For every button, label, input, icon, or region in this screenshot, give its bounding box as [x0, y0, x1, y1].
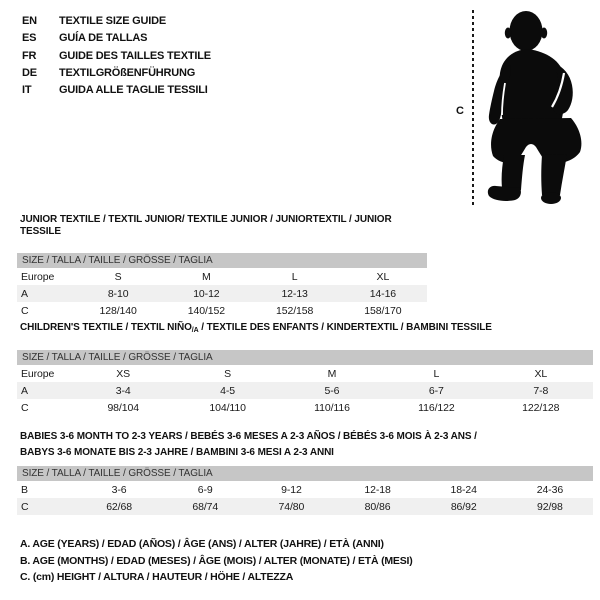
- size-value-cell: 128/140: [99, 304, 137, 317]
- children-section-title: [20, 322, 593, 337]
- size-value-cell: 104/110: [209, 401, 246, 414]
- language-row: [22, 13, 211, 30]
- size-value-cell: M: [202, 270, 211, 283]
- table-row: [17, 399, 593, 416]
- row-label-cell: A: [21, 384, 28, 397]
- language-title: TEXTILE SIZE GUIDE: [59, 15, 167, 27]
- language-code: DE: [22, 66, 37, 79]
- size-value-cell: 10-12: [193, 287, 220, 300]
- table-row: [17, 365, 593, 382]
- junior-textile-section: [17, 214, 427, 319]
- language-title: GUIDA ALLE TAGLIE TESSILI: [59, 84, 208, 97]
- size-value-cell: 152/158: [275, 304, 314, 317]
- size-value-cell: 68/74: [192, 500, 219, 513]
- row-label-cell: C: [21, 304, 29, 317]
- size-value-cell: S: [224, 367, 232, 380]
- size-value-cell: 4-5: [220, 384, 236, 397]
- language-title: GUIDE DES TAILLES TEXTILE: [59, 49, 211, 62]
- babies-textile-section: [17, 429, 593, 515]
- size-header-bar: [17, 253, 427, 268]
- table-row: [17, 268, 427, 285]
- size-header-label: SIZE / TALLA / TAILLE / GRÖSSE / TAGLIA: [22, 352, 213, 363]
- size-value-cell: 6-9: [197, 483, 213, 496]
- size-value-cell: S: [114, 270, 122, 283]
- size-header-bar: [17, 466, 593, 481]
- junior-section-title: [20, 214, 427, 238]
- note-age-years: A. AGE (YEARS) / EDAD (AÑOS) / ÂGE (ANS) / ALTER (JAHRE) / ETÀ (ANNI): [20, 538, 384, 550]
- size-value-cell: 80/86: [364, 500, 391, 513]
- language-row: [22, 30, 211, 47]
- size-value-cell: XL: [376, 270, 390, 283]
- row-label-cell: C: [21, 500, 29, 513]
- row-label-cell: C: [21, 401, 29, 414]
- section-title-line: BABIES 3-6 MONTH TO 2-3 YEARS / BEBÉS 3-6 MESES A 2-3 AÑOS / BÉBÉS 3-6 MOIS À 2-3 ANS /: [20, 431, 477, 442]
- measurement-notes: [20, 536, 413, 586]
- size-value-cell: 12-13: [281, 287, 308, 300]
- size-value-cell: 3-6: [111, 483, 127, 496]
- size-value-cell: L: [433, 367, 440, 380]
- size-value-cell: 116/122: [418, 401, 455, 414]
- size-value-cell: 12-18: [364, 483, 391, 496]
- section-title-line: CHILDREN'S TEXTILE / TEXTIL $NIÑO_{/A}$ / TEXTILE DES ENFANTS / KINDERTEXTIL / BAMBINI TESSILE: [20, 322, 492, 334]
- size-value-cell: XS: [116, 367, 131, 380]
- section-title-line: JUNIOR TEXTILE / TEXTIL JUNIOR/ TEXTILE JUNIOR / JUNIORTEXTIL / JUNIOR TESSILE: [20, 214, 392, 237]
- language-row: [22, 65, 211, 82]
- size-value-cell: 140/152: [187, 304, 225, 317]
- size-value-cell: 110/116: [314, 401, 350, 414]
- size-value-cell: 9-12: [281, 483, 302, 496]
- size-value-cell: 98/104: [107, 401, 139, 414]
- size-header-label: SIZE / TALLA / TAILLE / GRÖSSE / TAGLIA: [22, 468, 213, 479]
- language-list: [22, 13, 211, 99]
- language-code: EN: [22, 15, 37, 27]
- children-size-table: [17, 365, 593, 416]
- size-value-cell: 7-8: [533, 384, 549, 397]
- babies-section-title: [20, 429, 593, 461]
- size-value-cell: L: [291, 270, 298, 283]
- size-value-cell: 86/92: [450, 500, 477, 513]
- table-row: [17, 481, 593, 498]
- size-value-cell: 14-16: [369, 287, 397, 300]
- table-row: [17, 382, 593, 399]
- table-row: [17, 285, 427, 302]
- size-value-cell: 3-4: [115, 384, 131, 397]
- size-value-cell: 6-7: [428, 384, 444, 397]
- note-age-months: B. AGE (MONTHS) / EDAD (MESES) / ÂGE (MOIS) / ALTER (MONATE) / ETÀ (MESI): [20, 554, 413, 567]
- size-value-cell: 8-10: [107, 287, 129, 300]
- children-textile-section: [17, 322, 593, 416]
- note-height-cm: C. (cm) HEIGHT / ALTURA / HAUTEUR / HÖHE / ALTEZZA: [20, 571, 294, 583]
- row-label-cell: A: [21, 287, 28, 300]
- language-code: FR: [22, 49, 37, 62]
- size-value-cell: 18-24: [450, 483, 477, 496]
- size-header-label: SIZE / TALLA / TAILLE / GRÖSSE / TAGLIA: [22, 255, 213, 266]
- height-measure-figure: [452, 5, 600, 217]
- size-value-cell: 5-6: [324, 384, 340, 397]
- language-title: GUÍA DE TALLAS: [59, 32, 148, 45]
- size-value-cell: 92/98: [537, 500, 563, 513]
- height-measure-dotted-line: [472, 10, 474, 207]
- row-label-cell: B: [21, 483, 28, 496]
- table-row: [17, 498, 593, 515]
- language-code: ES: [22, 32, 37, 45]
- language-row: [22, 82, 211, 99]
- language-row: [22, 48, 211, 65]
- size-header-bar: [17, 350, 593, 365]
- baby-silhouette-icon: [480, 5, 592, 213]
- size-value-cell: 24-36: [536, 483, 564, 496]
- row-label-cell: Europe: [21, 270, 55, 283]
- row-label-cell: Europe: [21, 367, 55, 380]
- height-measure-label: C: [456, 105, 464, 117]
- language-title: TEXTILGRÖßENFÜHRUNG: [59, 66, 196, 79]
- size-value-cell: 158/170: [364, 304, 402, 317]
- section-title-line: BABYS 3-6 MONATE BIS 2-3 JAHRE / BAMBINI 3-6 MESI A 2-3 ANNI: [20, 447, 334, 458]
- size-value-cell: M: [327, 367, 337, 380]
- size-value-cell: 74/80: [278, 500, 305, 513]
- size-value-cell: 62/68: [106, 500, 132, 513]
- size-value-cell: 122/128: [522, 401, 560, 414]
- junior-size-table: [17, 268, 427, 319]
- table-row: [17, 302, 427, 319]
- language-code: IT: [22, 84, 32, 97]
- babies-size-table: [17, 481, 593, 515]
- size-value-cell: XL: [534, 367, 548, 380]
